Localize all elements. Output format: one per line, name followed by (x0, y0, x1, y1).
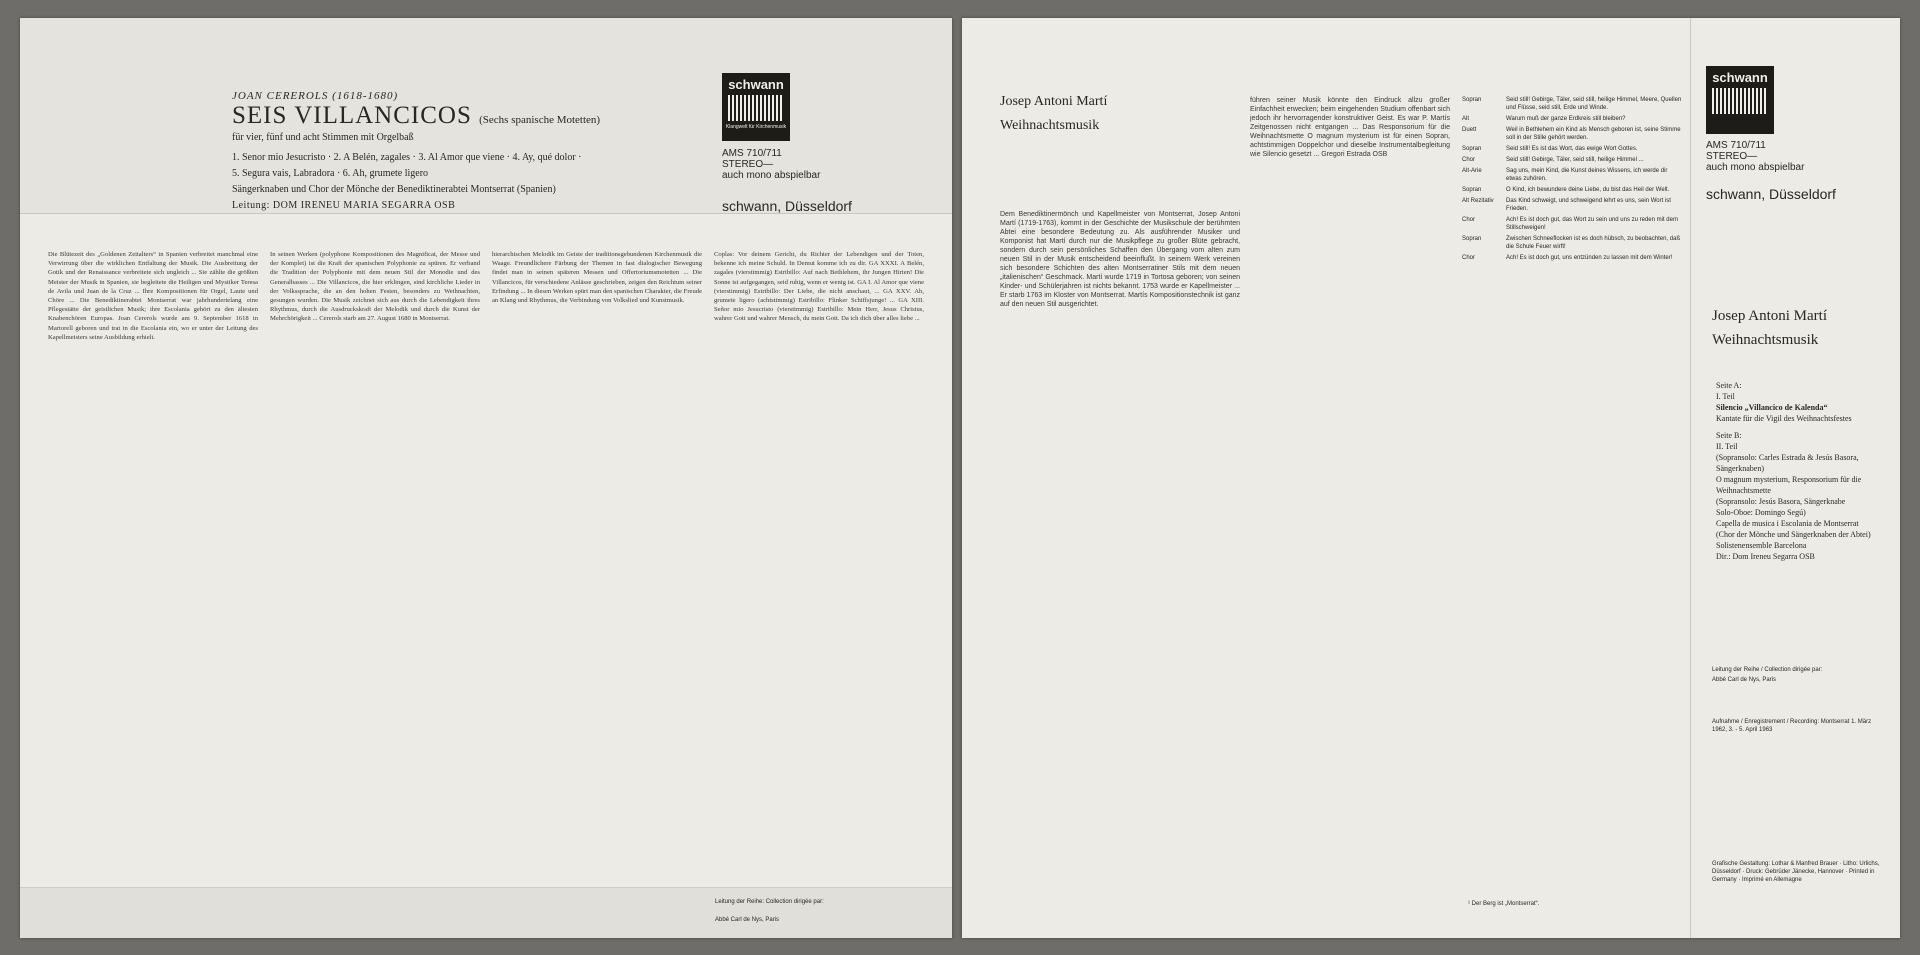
lyric-role: Chor (1462, 157, 1476, 163)
lyric-role: Chor (1462, 255, 1476, 261)
contents-line: Kantate für die Vigil des Weihnachtsfestes (1716, 414, 1852, 423)
track-contents (1716, 380, 1896, 562)
lyric-role: Duett (1462, 127, 1477, 133)
left-editor-name: Abbé Carl de Nys, Paris (715, 917, 780, 923)
lyric-text: Zwischen Schneeflocken ist es doch hübsch, zu beobachten, daß die Schule Feuer wirft! (1506, 236, 1681, 250)
lyric-row (1462, 235, 1682, 251)
recording-info: Aufnahme / Enregistrement / Recording: Montserrat 1. März 1962, 3. - 5. April 1963 (1712, 719, 1872, 733)
right-footnote: ¹ Der Berg ist „Montserrat“. (1468, 901, 1540, 907)
left-title-main: SEIS VILLANCICOS (232, 102, 472, 129)
left-tracks-line1: 1. Senor mio Jesucristo · 2. A Belén, zagales · 3. Al Amor que viene · 4. Ay, qué dolor · (232, 152, 582, 163)
lyric-row (1462, 216, 1682, 232)
lyric-role: Sopran (1462, 236, 1482, 242)
lyric-text: Warum muß der ganze Erdkreis still bleiben? (1506, 116, 1626, 122)
lyric-role: Alt Rezitativ (1462, 198, 1494, 204)
right-stereo-1: STEREO— (1706, 151, 1758, 162)
left-notes-column-3: hierarchischen Melodik im Geiste der traditionsgebundenen Kirchenmusik die Waage. Freundlichere Färbung der Themen in fast dialogischer Bewegung findet man in seinen späteren Messen und Offertoriumsmotetten ... Die Villancicos, für verschiedene Anlässe geschrieben, zeigen den Reichtum seiner Erfindung ... In diesen Werken spürt man den spanischen Charakter, die Freude an Klang und Rhythmus, die Verbindung von Volkslied und Kunstmusik. (492, 251, 702, 305)
contents-line: (Sopransolo: Carles Estrada & Jesús Basora, Sängerknaben) (1716, 453, 1859, 473)
left-composer: JOAN CEREROLS (1618-1680) (232, 90, 399, 102)
contents-line: Solistenensemble Barcelona (1716, 541, 1807, 550)
lyric-row (1462, 156, 1682, 164)
lyric-text: Seid still! Gebirge, Täler, seid still, heilige Himmel, Meere, Quellen und Flüsse, seid still, Erde und Winde. (1506, 97, 1682, 111)
lyric-role: Alt-Arie (1462, 168, 1482, 174)
right-catalog-block (1706, 140, 1804, 173)
lyric-text: Seid still! Gebirge, Täler, seid still, heilige Himmel ... (1506, 157, 1644, 163)
left-cover-sheet (20, 18, 952, 938)
logo-word: schwann (728, 77, 784, 92)
lyric-text: Ach! Es ist doch gut, das Wort zu sein und uns zu reden mit dem Stillschweigen! (1506, 217, 1678, 231)
right-editor-label: Leitung der Reihe / Collection dirigée par: (1712, 667, 1823, 673)
lyrics-column (1462, 96, 1682, 896)
lyric-text: Weil in Bethlehem ein Kind als Mensch geboren ist, seine Stimme soll in der Stille gehört werden. (1506, 127, 1681, 141)
left-subtitle: (Sechs spanische Motetten) (479, 114, 601, 126)
contents-line: II. Teil (1716, 442, 1738, 451)
right-editor-name: Abbé Carl de Nys, Paris (1712, 677, 1777, 683)
logo-word: schwann (1712, 70, 1768, 85)
left-catalog-block (722, 148, 820, 181)
left-notes-column-2: In seinen Werken (polyphone Kompositionen des Magnificat, der Messe und der Komplet) ist die Kraft der spanischen Polyphonie zu spüren. Er verband die Tradition der Polyphonie mit dem neuen Stil der Monodie und des Generalbasses ... Die Villancicos, die hier erklingen, sind kirchliche Lieder in der Volkssprache, die an den hohen Festen, besonders zu Weihnachten, gesungen wurden. Die Musik zeichnet sich aus durch die Lebendigkeit ihres Rhythmus, durch die Ausdruckskraft der Melodik und durch die Kunst der Mehrchörigkeit ... Cererols starb am 27. August 1680 in Montserrat. (270, 251, 480, 323)
left-tracks-line2: 5. Segura vais, Labradora · 6. Ah, grumete ligero (232, 168, 429, 179)
lyric-text: Seid still! Es ist das Wort, das ewige Wort Gottes. (1506, 146, 1638, 152)
lyric-text: O Kind, ich bewundere deine Liebe, du bist das Heil der Welt. (1506, 187, 1670, 193)
left-notes-column-4: Coplas: Vor deinem Gericht, du Richter der Lebendigen und der Toten, bekenne ich meine Schuld. In Demut komme ich zu dir. GA XXXI. A Belén, zagales (vierstimmig) Estribillo: Auf nach Bethlehem, ihr Jungen Hirten! Die Sonne ist aufgegangen, seid ruhig, wenn er wenig ist. GA I. Al Amor que viene (vierstimmig) Estribillo: Der Liebe, die nicht anschaut, ... GA XXV. Ah, grumete ligero (achtstimmig) Estribillo: Flinker Schiffsjunge! ... GA XIII. Señor mio Jesucristo (vierstimmig) Estribillo: Mein Herr, Jesus Christus, wahrer Gott und wahrer Mensch, du mein Gott. Da ich dich über alles liebe ... (714, 251, 924, 323)
logo-pattern (1712, 88, 1768, 114)
lyric-role: Alt (1462, 116, 1470, 122)
left-performers: Sängerknaben und Chor der Mönche der Benediktinerabtei Montserrat (Spanien) (232, 184, 556, 195)
contents-line: Silencio „Villancico de Kalenda“ (1716, 403, 1828, 412)
logo-small-text: Klangwelt für Kirchenmusik (725, 124, 787, 130)
lyric-row (1462, 145, 1682, 153)
right-composer: Josep Antoni Martí (1000, 94, 1108, 109)
lyric-role: Chor (1462, 217, 1476, 223)
right-notes-column-2: führen seiner Musik könnte den Eindruck allzu großer Einfachheit erwecken; beim eingehenden Studium offenbart sich jedoch ihr hervorragender konstruktiver Geist. Es war P. Martís Zeitgenossen nicht entgangen ... Das Responsorium für die Weihnachtsmette O magnum mysterium ist für einen Sopran, achtstimmigen Doppelchor und dieselbe Instrumentalbegleitung wie Silencio gesetzt ... Gregori Estrada OSB (1250, 97, 1450, 158)
contents-line: Solo-Oboe: Domingo Segú) (1716, 508, 1806, 517)
left-publisher: schwann, Düsseldorf (722, 198, 852, 214)
left-leitung: Leitung: DOM IRENEU MARIA SEGARRA OSB (232, 200, 456, 211)
contents-line: (Sopransolo: Jesús Basora, Sängerknabe (1716, 497, 1846, 506)
right-title: Weihnachtsmusik (1000, 118, 1100, 133)
lyric-row (1462, 197, 1682, 213)
lyric-row (1462, 96, 1682, 112)
lyric-row (1462, 115, 1682, 123)
right-publisher: schwann, Düsseldorf (1706, 186, 1836, 202)
left-voices: für vier, fünf und acht Stimmen mit Orgelbaß (232, 132, 414, 143)
panel-title: Weihnachtsmusik (1712, 332, 1819, 348)
lyric-text: Ach! Es ist doch gut, uns entzünden zu lassen mit dem Winter! (1506, 255, 1673, 261)
left-stereo-2: auch mono abspielbar (722, 170, 821, 181)
lyric-text: Sag uns, mein Kind, die Kunst deines Wissens, ich werde dir etwas zuhören. (1506, 168, 1668, 182)
right-stereo-2: auch mono abspielbar (1706, 162, 1805, 173)
contents-line: (Chor der Mönche und Sängerknaben der Abtei) (1716, 530, 1871, 539)
right-catalog-number: AMS 710/711 (1706, 140, 1766, 151)
contents-line: Seite A: (1716, 381, 1742, 390)
lyric-role: Sopran (1462, 187, 1482, 193)
right-notes-column-1: Dem Benediktinermönch und Kapellmeister von Montserrat, Josep Antoni Martí (1719-1763), kommt in der Geschichte der Musikschule der berühmten Abtei eine besondere Bedeutung zu. Als ausführender Musiker und Komponist hat Martí durch nur die Musikpflege zu großer Blüte gebracht, sondern durch sein persönliches Schaffen den Übergang vom alten zum neuen Stil in der Musik entscheidend beeinflußt. In seinem Werk vereinen sich besondere Schichten des alten Montserratiner Stils mit dem neuen „italienischen“ Geschmack. Martí wurde 1719 in Tortosa geboren; von seinen Kinder- und Schülerjahren ist nichts bekannt. 1753 wurde er Kapellmeister ... Er starb 1763 im Kloster von Montserrat. Martís Kompositionstechnik ist ganz auf den neuen Stil ausgerichtet. (1000, 211, 1240, 308)
left-stereo-1: STEREO— (722, 159, 774, 170)
schwann-logo (722, 73, 790, 141)
left-notes-column-1: Die Blütezeit des „Goldenen Zeitalters“ in Spanien verbreitet manchmal eine Verwirrung über die wirklichen Entfaltung der Musik. Die Ausbreitung der Gotik und der Renaissance verbreitete sich ungleich ... Sie zählte die größten Meister der Musik in Spanien, sie begleitete die Heiligen und Mystiker Teresa de Avila und Juan de la Cruz ... Ihre Kompositionen für Orgel, Laute und Chöre ... Die Benediktinerabtei Montserrat war jahrhundertelang eine Pflegestätte der geistlichen Musik; ihre Escolania gehört zu den ältesten Knabenchören Europas. Joan Cererols wurde am 9. September 1618 in Martorell geboren und trat in die Escolania ein, wo er unter der Leitung des Kapellmeisters seine Ausbildung erhielt. (48, 251, 258, 341)
contents-line: O magnum mysterium, Responsorium für die Weihnachtsmette (1716, 475, 1862, 495)
lyric-role: Sopran (1462, 97, 1482, 103)
contents-line: Seite B: (1716, 431, 1742, 440)
schwann-logo-right (1706, 66, 1774, 134)
left-title (232, 102, 600, 130)
lyric-row (1462, 167, 1682, 183)
left-catalog-number: AMS 710/711 (722, 148, 782, 159)
contents-line: Capella de musica i Escolania de Montserrat (1716, 519, 1859, 528)
lyric-role: Sopran (1462, 146, 1482, 152)
right-panel-divider (1690, 18, 1691, 938)
lyric-row (1462, 254, 1682, 262)
panel-composer: Josep Antoni Martí (1712, 308, 1827, 324)
lyric-row (1462, 126, 1682, 142)
logo-pattern (728, 95, 784, 121)
left-footer-band (20, 887, 952, 938)
print-credits: Grafische Gestaltung: Lothar & Manfred Brauer · Litho: Urlichs, Düsseldorf · Druck: Gebrüder Jänecke, Hannover · Printed in Germany · Imprimé en Allemagne (1712, 861, 1880, 883)
left-editor-label: Leitung der Reihe: Collection dirigée par: (715, 899, 824, 905)
contents-line: Dir.: Dom Ireneu Segarra OSB (1716, 552, 1815, 561)
lyric-row (1462, 186, 1682, 194)
lyric-text: Das Kind schweigt, und schweigend lehrt es uns, sein Wort ist Frieden. (1506, 198, 1671, 212)
contents-line: I. Teil (1716, 392, 1735, 401)
